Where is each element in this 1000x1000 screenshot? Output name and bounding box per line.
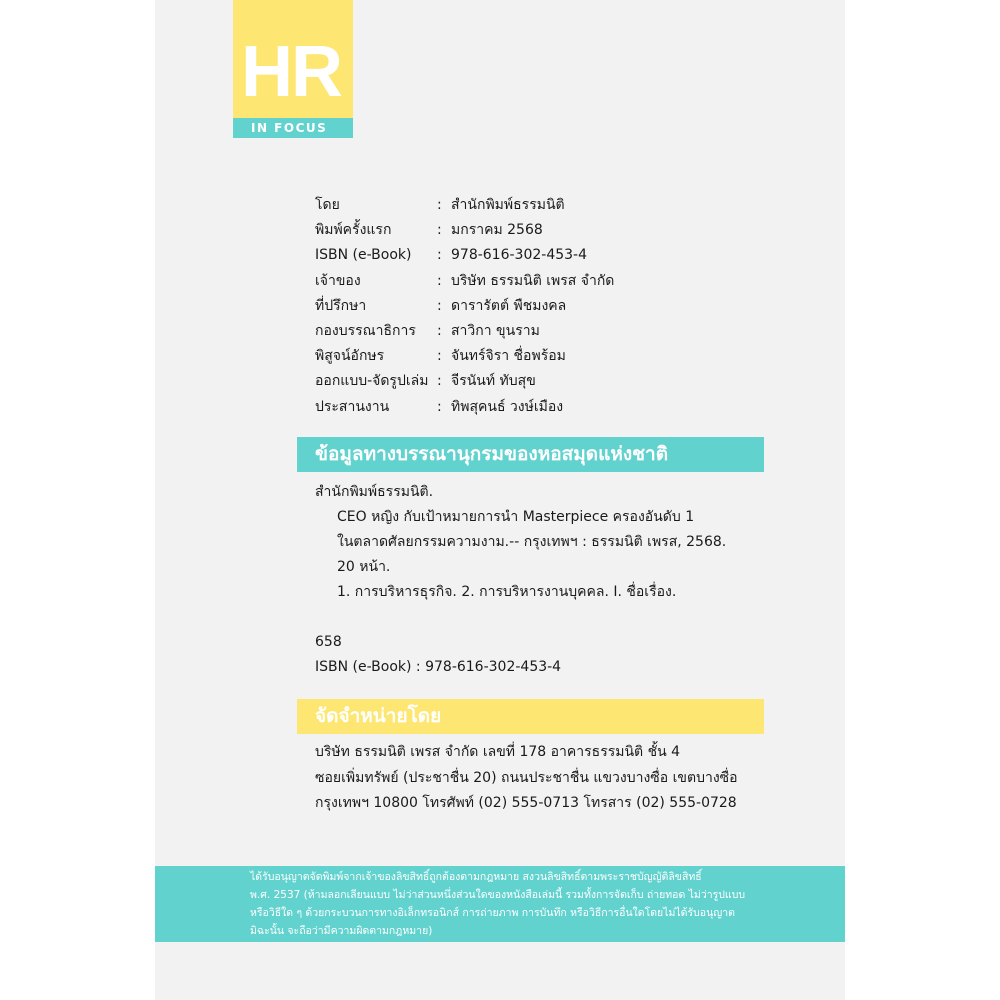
catalog-heading: ข้อมูลทางบรรณานุกรมของหอสมุดแห่งชาติ — [297, 437, 764, 472]
copyright-line: พ.ศ. 2537 (ห้ามลอกเลียนแบบ ไม่ว่าส่วนหนึ่งส่วนใดของหนังสือเล่มนี้ รวมทั้งการจัดเก็บ ถ่ายทอด ไม่ว่ารูปแบบ — [250, 889, 746, 901]
credit-label: กองบรรณาธิการ — [315, 322, 416, 339]
copyright-line: มิฉะนั้น จะถือว่ามีความผิดตามกฎหมาย) — [250, 925, 433, 937]
logo-subtitle: IN FOCUS — [251, 121, 328, 135]
credit-row — [315, 369, 614, 394]
catalog-record — [315, 480, 726, 680]
catalog-spacer — [315, 605, 726, 630]
credit-label: เจ้าของ — [315, 272, 361, 289]
credit-row — [315, 294, 614, 319]
credit-row — [315, 269, 614, 294]
hr-in-focus-logo — [233, 0, 353, 138]
credit-colon: : — [437, 297, 442, 314]
credit-colon: : — [437, 272, 442, 289]
logo-yellow-block — [233, 0, 353, 118]
credit-value: 978-616-302-453-4 — [451, 247, 588, 264]
credit-row — [315, 395, 614, 420]
distribution-address — [315, 740, 738, 817]
credit-label: ประสานงาน — [315, 398, 390, 415]
credit-label: พิสูจน์อักษร — [315, 348, 385, 365]
credit-label: พิมพ์ครั้งแรก — [315, 222, 392, 239]
credit-label: โดย — [315, 197, 340, 213]
copyright-line: หรือวิธีใด ๆ ด้วยกระบวนการทางอิเล็กทรอนิกส์ การถ่ายภาพ การบันทึก หรือวิธีการอื่นใดโดยไม่ได้รับอนุญาต — [250, 907, 735, 919]
catalog-class-number: 658 — [315, 634, 342, 650]
catalog-publisher: สำนักพิมพ์ธรรมนิติ. — [315, 484, 434, 500]
copyright-line: ได้รับอนุญาตจัดพิมพ์จากเจ้าของลิขสิทธิ์ถูกต้องตามกฎหมาย สงวนลิขสิทธิ์ตามพระราชบัญญัติลิขสิทธิ์ — [250, 871, 702, 883]
distribution-line: บริษัท ธรรมนิติ เพรส จำกัด เลขที่ 178 อาคารธรรมนิติ ชั้น 4 — [315, 744, 681, 760]
distribution-heading: จัดจำหน่ายโดย — [297, 699, 764, 734]
logo-teal-strip — [233, 118, 353, 138]
credit-row — [315, 319, 614, 344]
distribution-line: กรุงเทพฯ 10800 โทรศัพท์ (02) 555-0713 โทรสาร (02) 555-0728 — [315, 795, 737, 811]
credit-colon: : — [437, 197, 442, 213]
catalog-entry-line: ในตลาดศัลยกรรมความงาม.-- กรุงเทพฯ : ธรรมนิติ เพรส, 2568. — [337, 534, 727, 550]
credit-value: มกราคม 2568 — [451, 222, 543, 239]
credit-label: ISBN (e-Book) — [315, 247, 412, 264]
credit-row — [315, 344, 614, 369]
credit-colon: : — [437, 322, 442, 339]
credit-colon: : — [437, 398, 442, 415]
credit-label: ออกแบบ-จัดรูปเล่ม — [315, 373, 429, 390]
credit-value: บริษัท ธรรมนิติ เพรส จำกัด — [451, 272, 615, 289]
credit-colon: : — [437, 373, 442, 390]
credit-value: ทิพสุคนธ์ วงษ์เมือง — [451, 398, 564, 415]
catalog-isbn: ISBN (e-Book) : 978-616-302-453-4 — [315, 659, 562, 675]
credit-colon: : — [437, 222, 442, 239]
credit-colon: : — [437, 247, 442, 264]
copyright-notice — [250, 868, 770, 940]
credit-label: ที่ปรึกษา — [315, 297, 367, 314]
credit-row — [315, 218, 614, 243]
credit-value: จันทร์จิรา ชื่อพร้อม — [451, 348, 566, 365]
credit-value: สำนักพิมพ์ธรรมนิติ — [451, 197, 565, 213]
credit-value: สาวิกา ขุนราม — [451, 322, 540, 339]
credit-colon: : — [437, 348, 442, 365]
credit-row — [315, 243, 614, 268]
copyright-page — [155, 0, 845, 1000]
credit-value: ดารารัตต์ พืชมงคล — [451, 297, 567, 314]
catalog-entry-line: 1. การบริหารธุรกิจ. 2. การบริหารงานบุคคล. I. ชื่อเรื่อง. — [337, 584, 677, 600]
credit-value: จีรนันท์ ทับสุข — [451, 373, 536, 390]
catalog-entry-line: 20 หน้า. — [337, 559, 391, 575]
credit-row — [315, 193, 614, 218]
catalog-entry-line: CEO หญิง กับเป้าหมายการนำ Masterpiece ครองอันดับ 1 — [337, 509, 695, 525]
distribution-line: ซอยเพิ่มทรัพย์ (ประชาชื่น 20) ถนนประชาชื่น แขวงบางซื่อ เขตบางซื่อ — [315, 769, 738, 786]
copyright-footer — [155, 866, 845, 942]
logo-title: HR — [241, 32, 341, 112]
credits-list — [315, 193, 614, 420]
